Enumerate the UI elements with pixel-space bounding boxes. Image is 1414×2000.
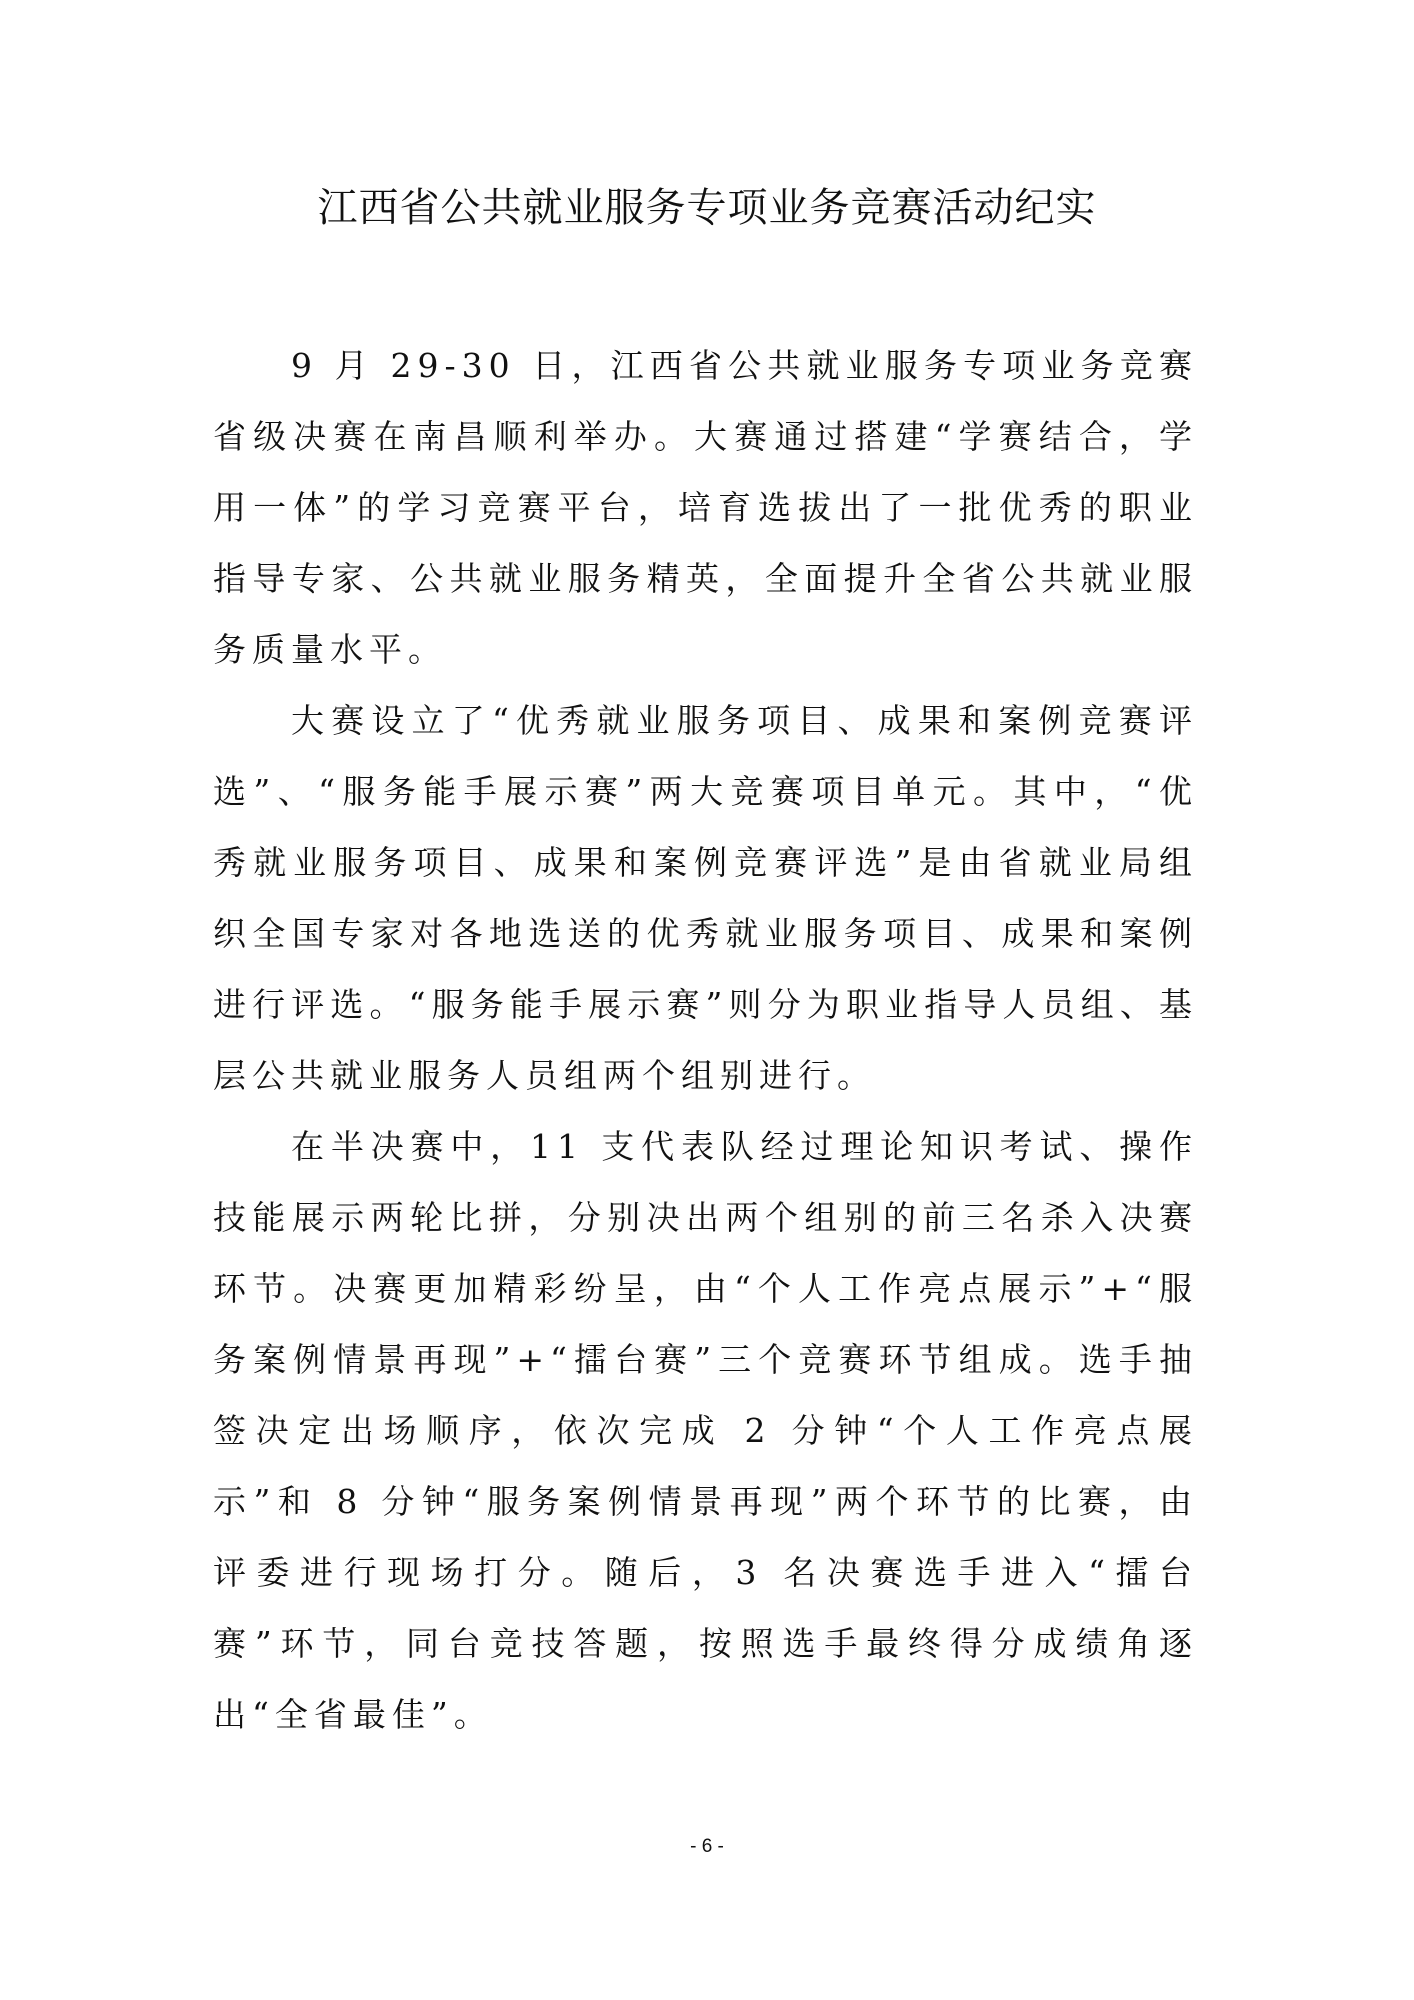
paragraph-1: 9 月 29-30 日，江西省公共就业服务专项业务竞赛省级决赛在南昌顺利举办。大赛通过搭建“学赛结合，学用一体”的学习竞赛平台，培育选拔出了一批优秀的职业指导专家、公共就业服务精英，全面提升全省公共就业服务质量水平。	[213, 346, 1198, 669]
paragraph-2: 大赛设立了“优秀就业服务项目、成果和案例竞赛评选”、“服务能手展示赛”两大竞赛项目单元。其中，“优秀就业服务项目、成果和案例竞赛评选”是由省就业局组织全国专家对各地选送的优秀就业服务项目、成果和案例进行评选。“服务能手展示赛”则分为职业指导人员组、基层公共就业服务人员组两个组别进行。	[213, 701, 1198, 1095]
document-title: 江西省公共就业服务专项业务竞赛活动纪实	[317, 185, 1097, 231]
paragraph-3: 在半决赛中，11 支代表队经过理论知识考试、操作技能展示两轮比拼，分别决出两个组别的前三名杀入决赛环节。决赛更加精彩纷呈，由“个人工作亮点展示”+“服务案例情景再现”+“擂台赛”三个竞赛环节组成。选手抽签决定出场顺序，依次完成 2 分钟“个人工作亮点展示”和 8 分钟“服务案例情景再现”两个环节的比赛，由评委进行现场打分。随后，3 名决赛选手进入“擂台赛”环节，同台竞技答题，按照选手最终得分成绩角逐出“全省最佳”。	[213, 1127, 1198, 1734]
page-number: - 6 -	[690, 1836, 724, 1857]
document-body	[213, 330, 1198, 1750]
